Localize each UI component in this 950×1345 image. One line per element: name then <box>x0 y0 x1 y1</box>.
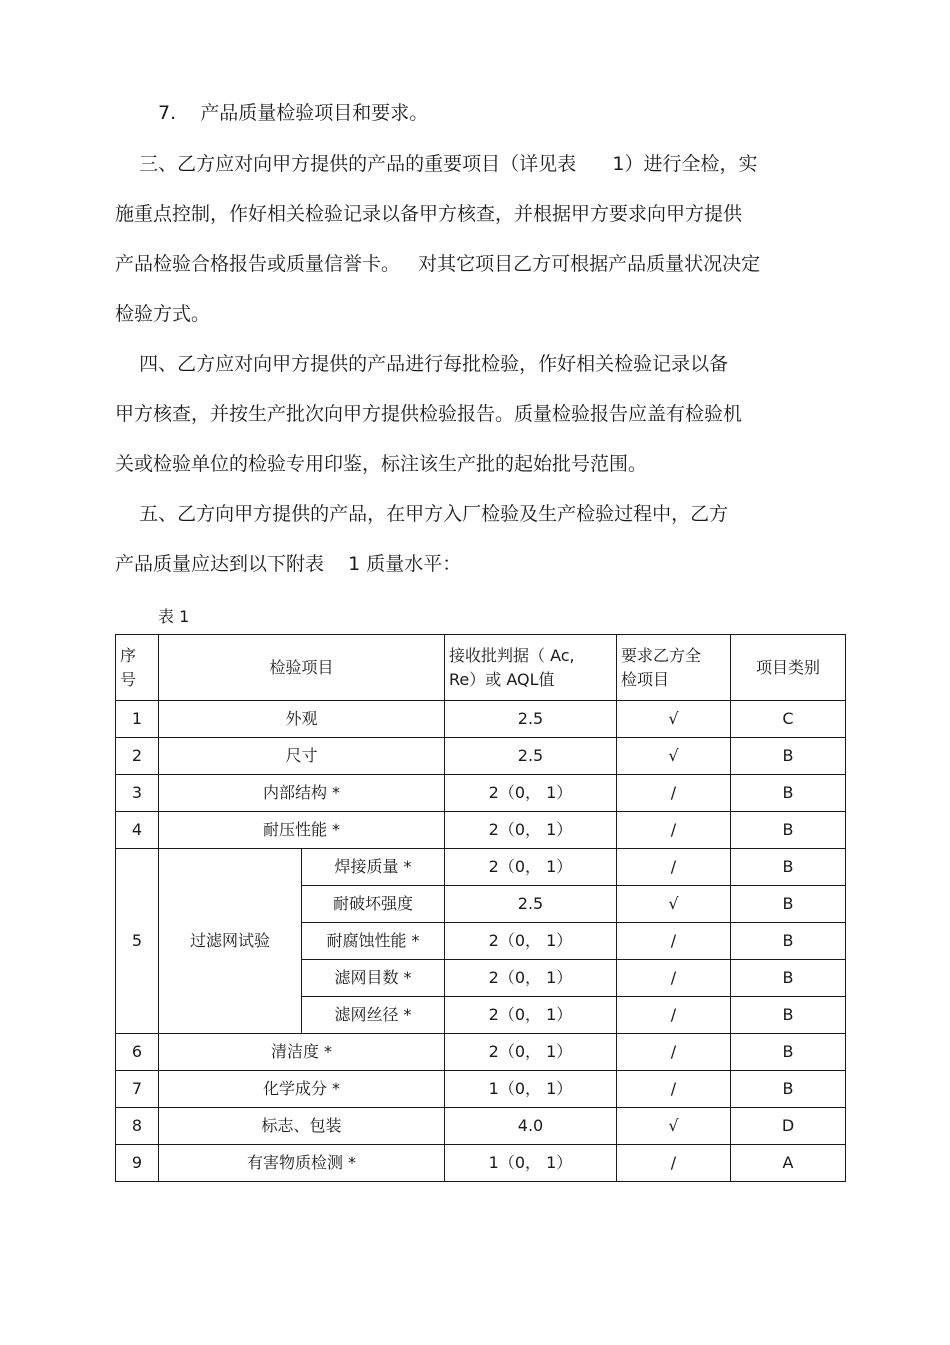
cell-category: B <box>731 960 846 997</box>
cell-category: C <box>731 701 846 738</box>
paragraph-line: 三、乙方应对向甲方提供的产品的重要项目（详见表 1）进行全检，实 <box>115 153 758 175</box>
cell-seq: 2 <box>116 738 159 775</box>
cell-seq: 1 <box>116 701 159 738</box>
cell-category: B <box>731 775 846 812</box>
table-row <box>116 849 846 886</box>
cell-item: 有害物质检测 * <box>159 1145 445 1182</box>
paragraph-line: 检验方式。 <box>115 303 211 325</box>
header-full-check: 要求乙方全 检项目 <box>617 635 731 701</box>
cell-criteria: 4.0 <box>445 1108 617 1145</box>
cell-full-check: / <box>617 997 731 1034</box>
header-category: 项目类别 <box>731 635 846 701</box>
table-row <box>116 1034 846 1071</box>
cell-full-check: √ <box>617 1108 731 1145</box>
table-row <box>116 1071 846 1108</box>
paragraph-line: 五、乙方向甲方提供的产品，在甲方入厂检验及生产检验过程中，乙方 <box>115 503 729 525</box>
cell-seq: 8 <box>116 1108 159 1145</box>
cell-category: B <box>731 886 846 923</box>
cell-item: 清洁度 * <box>159 1034 445 1071</box>
table-caption: 表 1 <box>158 607 190 626</box>
header-item: 检验项目 <box>159 635 445 701</box>
table-header-row <box>116 635 846 701</box>
cell-category: B <box>731 738 846 775</box>
cell-category: A <box>731 1145 846 1182</box>
cell-category: B <box>731 997 846 1034</box>
paragraph-line: 关或检验单位的检验专用印鉴，标注该生产批的起始批号范围。 <box>115 453 648 475</box>
cell-full-check: √ <box>617 738 731 775</box>
cell-criteria: 2（0， 1） <box>445 997 617 1034</box>
table-row <box>116 1108 846 1145</box>
cell-category: B <box>731 849 846 886</box>
cell-category: D <box>731 1108 846 1145</box>
cell-category: B <box>731 923 846 960</box>
cell-full-check: / <box>617 849 731 886</box>
cell-criteria: 2（0， 1） <box>445 775 617 812</box>
cell-seq: 3 <box>116 775 159 812</box>
cell-seq: 7 <box>116 1071 159 1108</box>
paragraph-line: 施重点控制，作好相关检验记录以备甲方核查，并根据甲方要求向甲方提供 <box>115 203 743 225</box>
cell-seq: 6 <box>116 1034 159 1071</box>
cell-subitem: 耐腐蚀性能 * <box>302 923 445 960</box>
table-row <box>116 738 846 775</box>
paragraph-line: 产品检验合格报告或质量信誉卡。 对其它项目乙方可根据产品质量状况决定 <box>115 253 761 275</box>
table-row <box>116 701 846 738</box>
cell-seq: 5 <box>116 849 159 1034</box>
header-criteria: 接收批判据（ Ac, Re）或 AQL值 <box>445 635 617 701</box>
cell-full-check: / <box>617 923 731 960</box>
cell-full-check: / <box>617 1145 731 1182</box>
cell-criteria: 1（0， 1） <box>445 1071 617 1108</box>
cell-full-check: / <box>617 812 731 849</box>
cell-category: B <box>731 812 846 849</box>
cell-category: B <box>731 1034 846 1071</box>
table-row <box>116 1145 846 1182</box>
cell-item: 耐压性能 * <box>159 812 445 849</box>
cell-full-check: √ <box>617 886 731 923</box>
inspection-table <box>115 634 846 1182</box>
cell-item: 外观 <box>159 701 445 738</box>
cell-group-name: 过滤网试验 <box>159 849 302 1034</box>
cell-seq: 4 <box>116 812 159 849</box>
cell-subitem: 滤网丝径 * <box>302 997 445 1034</box>
cell-item: 标志、包装 <box>159 1108 445 1145</box>
cell-seq: 9 <box>116 1145 159 1182</box>
cell-criteria: 2（0， 1） <box>445 923 617 960</box>
cell-subitem: 滤网目数 * <box>302 960 445 997</box>
cell-criteria: 2.5 <box>445 886 617 923</box>
paragraph-line: 四、乙方应对向甲方提供的产品进行每批检验，作好相关检验记录以备 <box>115 353 729 375</box>
cell-criteria: 2.5 <box>445 738 617 775</box>
cell-item: 内部结构 * <box>159 775 445 812</box>
cell-criteria: 1（0， 1） <box>445 1145 617 1182</box>
paragraph-line: 7. 产品质量检验项目和要求。 <box>158 102 429 124</box>
cell-full-check: / <box>617 775 731 812</box>
paragraph-line: 甲方核查，并按生产批次向甲方提供检验报告。质量检验报告应盖有检验机 <box>115 403 743 425</box>
cell-subitem: 耐破坏强度 <box>302 886 445 923</box>
cell-subitem: 焊接质量 * <box>302 849 445 886</box>
cell-full-check: √ <box>617 701 731 738</box>
cell-item: 化学成分 * <box>159 1071 445 1108</box>
cell-full-check: / <box>617 1071 731 1108</box>
cell-criteria: 2（0， 1） <box>445 849 617 886</box>
cell-criteria: 2（0， 1） <box>445 960 617 997</box>
table-row <box>116 775 846 812</box>
table-row <box>116 812 846 849</box>
cell-full-check: / <box>617 1034 731 1071</box>
cell-category: B <box>731 1071 846 1108</box>
cell-criteria: 2（0， 1） <box>445 1034 617 1071</box>
cell-item: 尺寸 <box>159 738 445 775</box>
cell-full-check: / <box>617 960 731 997</box>
header-seq: 序 号 <box>116 635 159 701</box>
cell-criteria: 2.5 <box>445 701 617 738</box>
paragraph-line: 产品质量应达到以下附表 1 质量水平： <box>115 553 462 575</box>
cell-criteria: 2（0， 1） <box>445 812 617 849</box>
